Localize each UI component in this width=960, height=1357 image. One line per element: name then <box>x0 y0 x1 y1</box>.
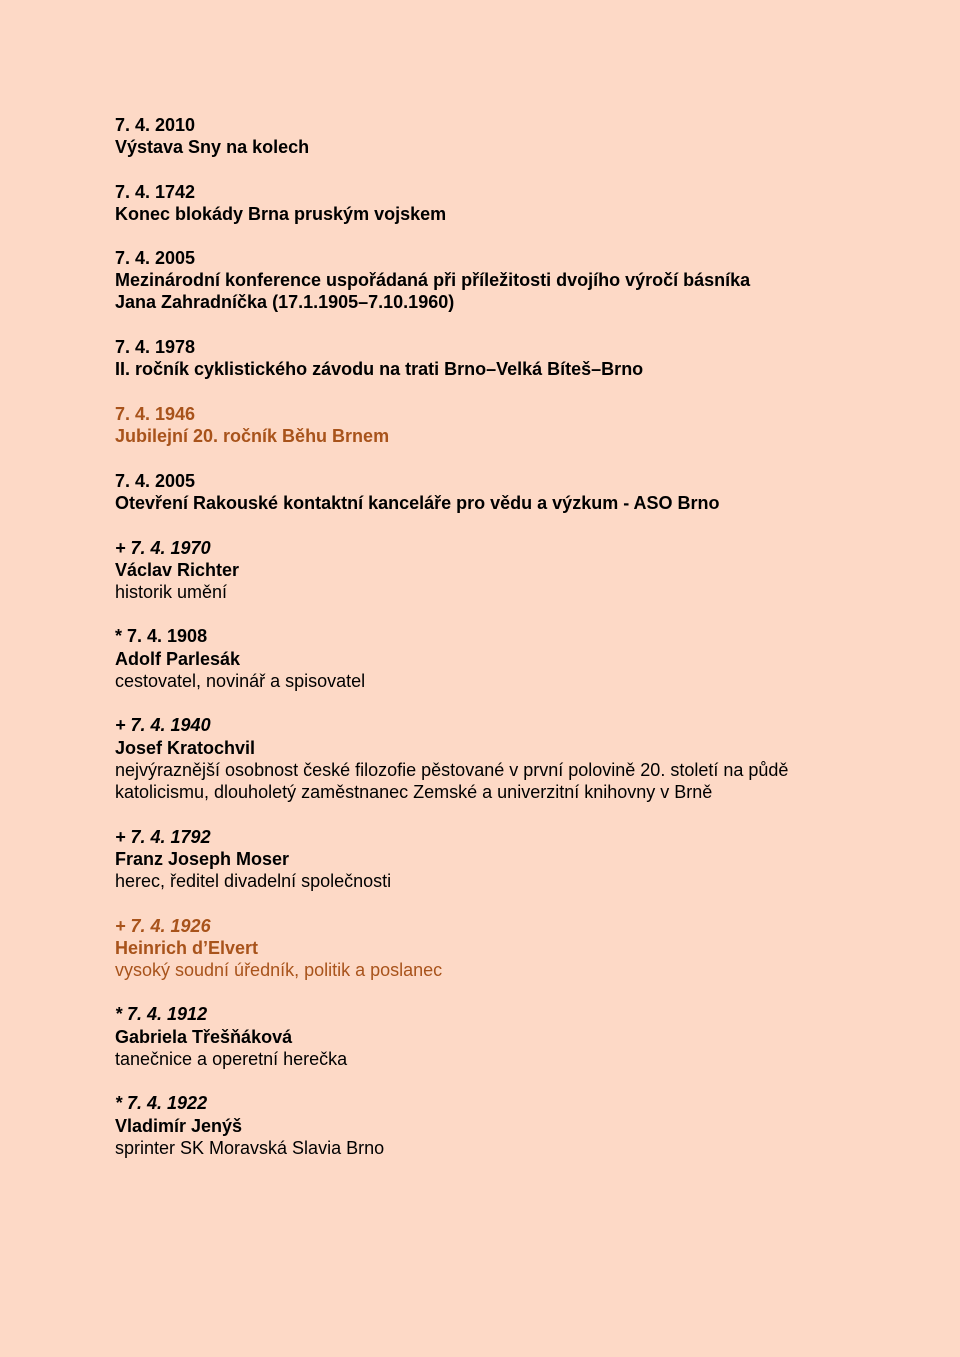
event-date: 7. 4. 2010 <box>115 115 196 135</box>
event-text: Otevření Rakouské kontaktní kanceláře pro vědu a výzkum - ASO Brno <box>115 493 720 513</box>
person-name: Josef Kratochvil <box>115 738 256 758</box>
person-name: Václav Richter <box>115 560 240 580</box>
person-description: sprinter SK Moravská Slavia Brno <box>115 1138 385 1158</box>
person-date: + 7. 4. 1970 <box>115 538 211 558</box>
event-text-line: Jana Zahradníčka (17.1.1905–7.10.1960) <box>115 292 455 312</box>
person-description-highlighted: vysoký soudní úředník, politik a poslanec <box>115 960 443 980</box>
person-description: cestovatel, novinář a spisovatel <box>115 671 366 691</box>
person-date: + 7. 4. 1940 <box>115 715 211 735</box>
event-date: 7. 4. 2005 <box>115 471 196 491</box>
person-description-line: katolicismu, dlouholetý zaměstnanec Zemské a univerzitní knihovny v Brně <box>115 782 713 802</box>
person-name-highlighted: Heinrich d’Elvert <box>115 938 259 958</box>
event-date: 7. 4. 1978 <box>115 337 196 357</box>
person-name: Franz Joseph Moser <box>115 849 290 869</box>
person-date: * 7. 4. 1922 <box>115 1093 208 1113</box>
event-date: 7. 4. 1742 <box>115 182 196 202</box>
event-date: 7. 4. 2005 <box>115 248 196 268</box>
person-date-highlighted: + 7. 4. 1926 <box>115 916 211 936</box>
event-date-highlighted: 7. 4. 1946 <box>115 404 196 424</box>
person-description: historik umění <box>115 582 228 602</box>
person-name: Vladimír Jenýš <box>115 1116 243 1136</box>
person-date: * 7. 4. 1908 <box>115 626 208 646</box>
person-description-line: nejvýraznější osobnost české filozofie pěstované v první polovině 20. století na půdě <box>115 760 789 780</box>
person-name: Gabriela Třešňáková <box>115 1027 293 1047</box>
person-date: * 7. 4. 1912 <box>115 1004 208 1024</box>
event-text: Konec blokády Brna pruským vojskem <box>115 204 447 224</box>
event-text-line: Mezinárodní konference uspořádaná při příležitosti dvojího výročí básníka <box>115 270 751 290</box>
person-description: herec, ředitel divadelní společnosti <box>115 871 392 891</box>
event-text-highlighted: Jubilejní 20. ročník Běhu Brnem <box>115 426 390 446</box>
event-text: II. ročník cyklistického závodu na trati Brno–Velká Bíteš–Brno <box>115 359 644 379</box>
person-date: + 7. 4. 1792 <box>115 827 211 847</box>
event-text: Výstava Sny na kolech <box>115 137 310 157</box>
person-name: Adolf Parlesák <box>115 649 241 669</box>
person-description: tanečnice a operetní herečka <box>115 1049 348 1069</box>
